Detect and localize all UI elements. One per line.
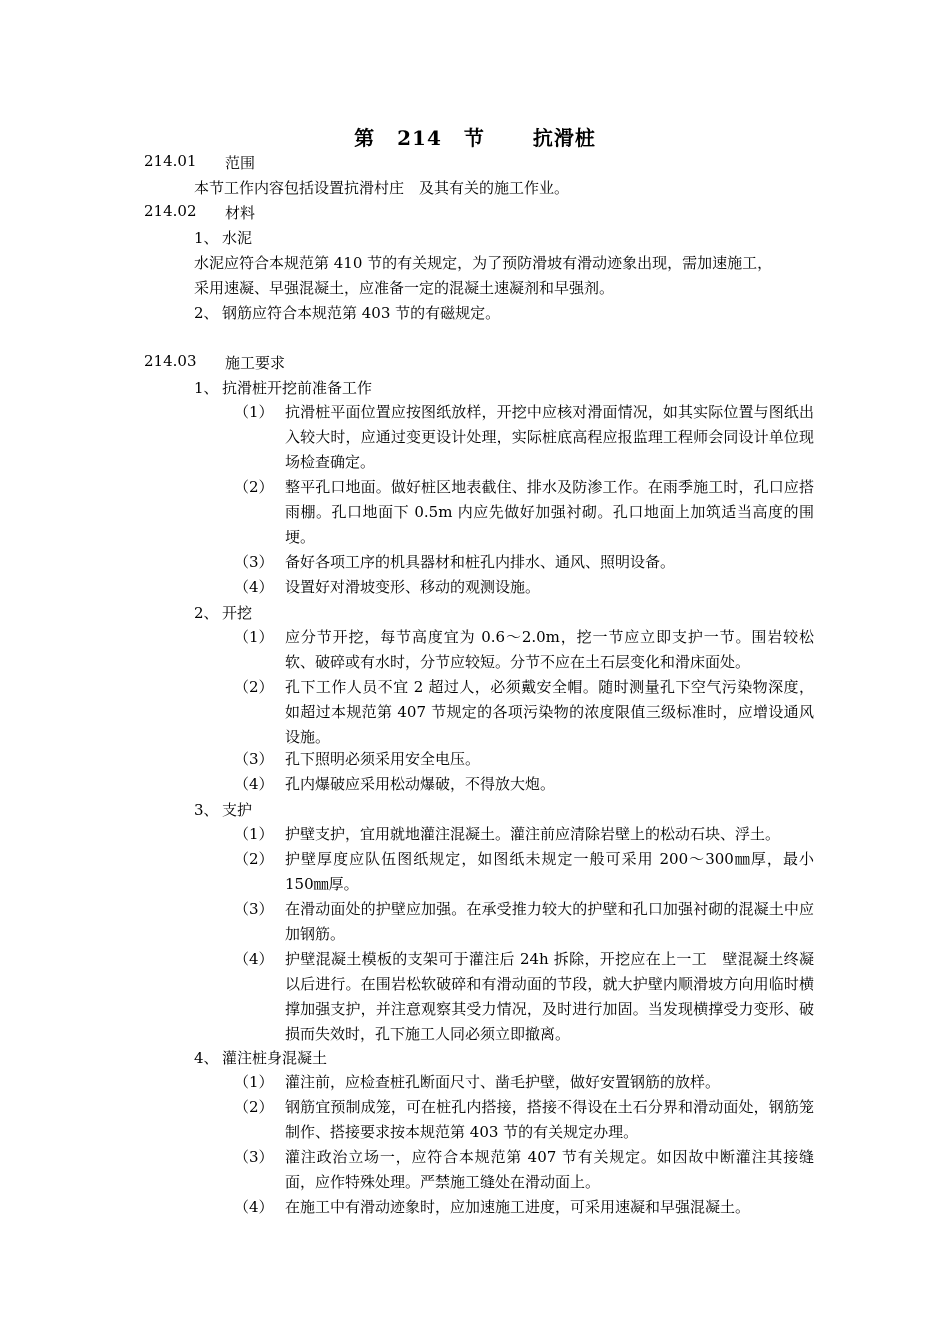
cement-paragraph-line-2: 采用速凝、早强混凝土，应准备一定的混凝土速凝剂和早强剂。 bbox=[194, 279, 615, 297]
section-label: 施工要求 bbox=[225, 354, 286, 372]
list-item: （2） 护壁厚度应队伍图纸规定，如图纸未规定一般可采用 200～300㎜厚，最小 150㎜厚。 bbox=[234, 850, 814, 893]
list-item: （3） 在滑动面处的护壁应加强。在承受推力较大的护壁和孔口加强衬砌的混凝土中应加钢筋。 bbox=[234, 900, 814, 943]
section-number: 214.01 bbox=[144, 152, 197, 170]
page-title bbox=[0, 122, 950, 151]
list-item: （3） 灌注政治立场一，应符合本规范第 407 节有关规定。如因故中断灌注其接缝面，应作特殊处理。严禁施工缝处在滑动面上。 bbox=[234, 1148, 814, 1191]
list-item: （4） 设置好对滑坡变形、移动的观测设施。 bbox=[234, 578, 541, 596]
materials-item-1: 1、 水泥 bbox=[194, 229, 253, 247]
list-item: （4） 在施工中有滑动迹象时，应加速施工进度，可采用速凝和早强混凝土。 bbox=[234, 1198, 751, 1216]
list-item: （1） 应分节开挖，每节高度宜为 0.6～2.0m，挖一节应立即支护一节。围岩较松软、破碎或有水时，分节应较短。分节不应在土石层变化和滑床面处。 bbox=[234, 628, 814, 671]
requirement-group-3-heading: 3、 支护 bbox=[194, 801, 253, 819]
section-label: 材料 bbox=[225, 204, 256, 222]
cement-paragraph-line-1: 水泥应符合本规范第 410 节的有关规定，为了预防滑坡有滑动迹象出现，需加速施工， bbox=[194, 254, 773, 272]
section-number: 214.03 bbox=[144, 352, 197, 370]
list-item: （1） 灌注前，应检查桩孔断面尺寸、凿毛护壁，做好安置钢筋的放样。 bbox=[234, 1073, 721, 1091]
section-number: 214.02 bbox=[144, 202, 197, 220]
title-section-suffix: 节 bbox=[463, 126, 485, 150]
list-item: （1） 抗滑桩平面位置应按图纸放样，开挖中应核对滑面情况，如其实际位置与图纸出入较大时，应通过变更设计处理，实际桩底高程应报监理工程师会同设计单位现场检查确定。 bbox=[234, 403, 814, 471]
list-item: （3） 孔下照明必须采用安全电压。 bbox=[234, 750, 481, 768]
requirement-group-1-heading: 1、 抗滑桩开挖前准备工作 bbox=[194, 379, 373, 397]
list-item: （1） 护壁支护，宜用就地灌注混凝土。灌注前应清除岩壁上的松动石块、浮土。 bbox=[234, 825, 781, 843]
list-item: （3） 备好各项工序的机具器材和桩孔内排水、通风、照明设备。 bbox=[234, 553, 676, 571]
list-item: （2） 孔下工作人员不宜 2 超过人，必须戴安全帽。随时测量孔下空气污染物深度，如超过本规范第 407 节规定的各项污染物的浓度限值三级标准时，应增设通风设施。 bbox=[234, 678, 814, 746]
title-section-word: 第 bbox=[354, 126, 376, 150]
requirement-group-4-heading: 4、 灌注桩身混凝土 bbox=[194, 1049, 328, 1067]
list-item: （2） 钢筋宜预制成笼，可在桩孔内搭接，搭接不得设在土石分界和滑动面处，钢筋笼制作、搭接要求按本规范第 403 节的有关规定办理。 bbox=[234, 1098, 814, 1141]
list-item: （2） 整平孔口地面。做好桩区地表截住、排水及防渗工作。在雨季施工时，孔口应搭雨棚。孔口地面下 0.5m 内应先做好加强衬砌。孔口地面上加筑适当高度的围埂。 bbox=[234, 478, 814, 546]
section-214-01-text: 本节工作内容包括设置抗滑村庄 及其有关的施工作业。 bbox=[194, 179, 570, 197]
title-subject: 抗滑桩 bbox=[532, 126, 596, 150]
materials-item-2: 2、 钢筋应符合本规范第 403 节的有磁规定。 bbox=[194, 304, 501, 322]
section-label: 范围 bbox=[225, 154, 256, 172]
list-item: （4） 护壁混凝土模板的支架可于灌注后 24h 拆除，开挖应在上一工 壁混凝土终凝以后进行。在围岩松软破碎和有滑动面的节段，就大护壁内顺滑坡方向用临时横撑加强支护，并注意观察其受力情况，及时进行加固。当发现横撑受力变形、破损而失效时，孔下施工人同必须立即撤离。 bbox=[234, 950, 814, 1043]
list-item: （4） 孔内爆破应采用松动爆破，不得放大炮。 bbox=[234, 775, 556, 793]
title-section-number: 214 bbox=[397, 126, 442, 150]
requirement-group-2-heading: 2、 开挖 bbox=[194, 604, 253, 622]
